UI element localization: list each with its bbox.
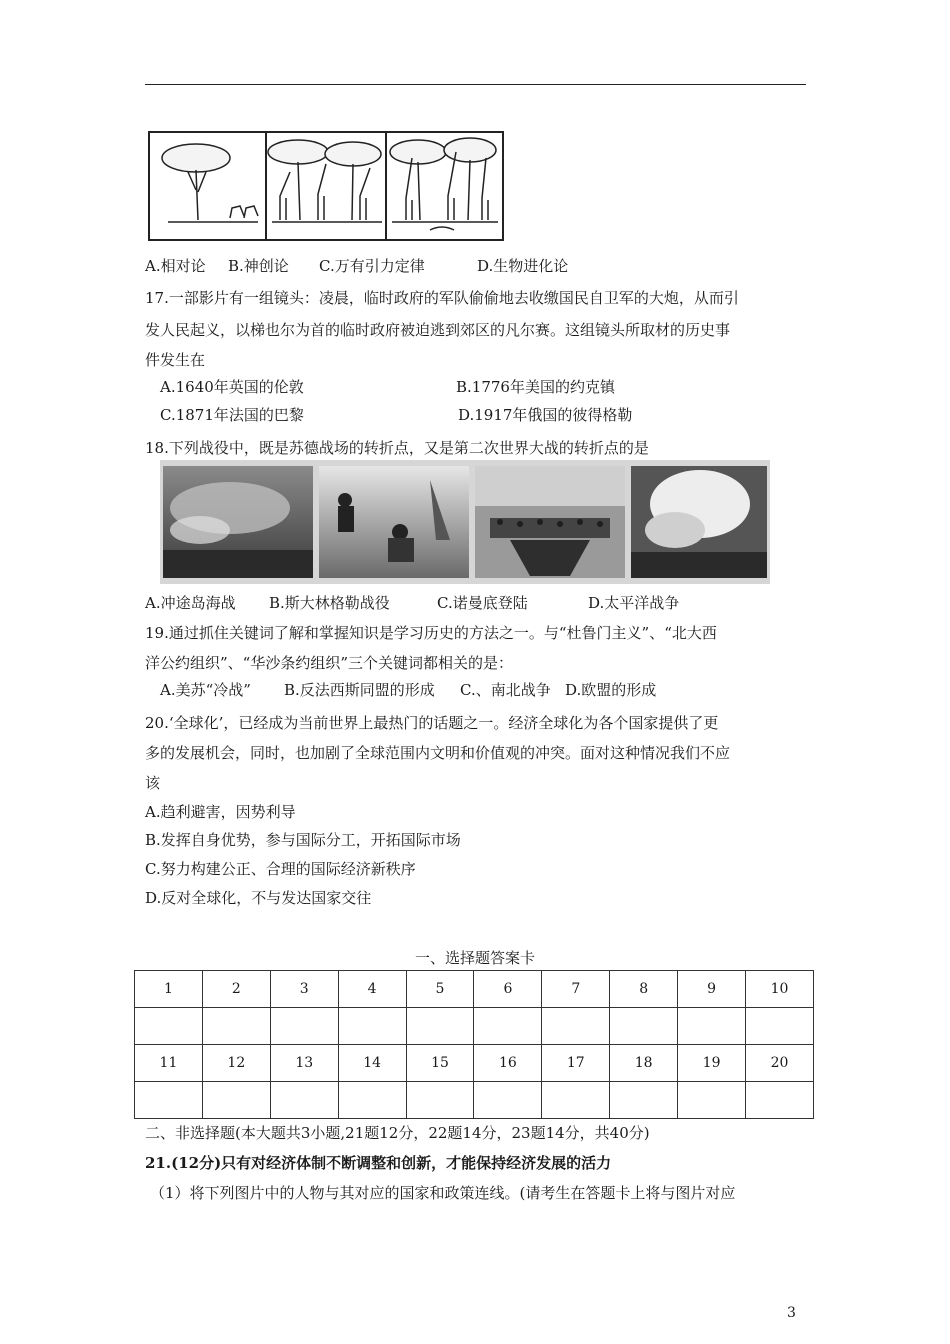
q19-line-1: 19.通过抓住关键词了解和掌握知识是学习历史的方法之一。与“杜鲁门主义”、“北大西	[145, 624, 717, 642]
q17-option-a[interactable]: A.1640年英国的伦敦	[160, 378, 304, 396]
q19-option-c[interactable]: C.、南北战争	[460, 681, 551, 699]
q16-option-b[interactable]: B.神创论	[228, 257, 289, 275]
answer-number: 6	[474, 971, 542, 1008]
evolution-illustration	[148, 130, 504, 242]
answer-cell[interactable]	[746, 1082, 814, 1119]
answer-cell[interactable]	[270, 1008, 338, 1045]
q17-option-d[interactable]: D.1917年俄国的彼得格勒	[458, 406, 633, 424]
answer-cell[interactable]	[678, 1008, 746, 1045]
q20-option-a[interactable]: A.趋利避害，因势利导	[145, 803, 296, 821]
q19-option-b[interactable]: B.反法西斯同盟的形成	[284, 681, 435, 699]
answer-number: 12	[202, 1045, 270, 1082]
q21-title: 21.(12分)只有对经济体制不断调整和创新，才能保持经济发展的活力	[145, 1154, 612, 1172]
answer-number: 20	[746, 1045, 814, 1082]
answer-number: 8	[610, 971, 678, 1008]
answer-cell[interactable]	[474, 1008, 542, 1045]
battle-photos	[160, 460, 770, 584]
q16-option-a[interactable]: A.相对论	[145, 257, 206, 275]
answer-card-title: 一、选择题答案卡	[414, 949, 535, 967]
answer-number: 17	[542, 1045, 610, 1082]
section-2-header: 二、非选择题(本大题共3小题,21题12分，22题14分，23题14分，共40分)	[145, 1124, 650, 1142]
answer-number: 16	[474, 1045, 542, 1082]
q20-line-3: 该	[145, 774, 161, 792]
q20-option-b[interactable]: B.发挥自身优势，参与国际分工，开拓国际市场	[145, 831, 461, 849]
answer-number: 2	[202, 971, 270, 1008]
answer-number: 10	[746, 971, 814, 1008]
answer-number: 18	[610, 1045, 678, 1082]
answer-cell[interactable]	[135, 1082, 203, 1119]
answer-cell[interactable]	[746, 1008, 814, 1045]
header-rule	[145, 84, 806, 85]
q18-question: 18.下列战役中，既是苏德战场的转折点，又是第二次世界大战的转折点的是	[145, 439, 649, 457]
q19-line-2: 洋公约组织”、“华沙条约组织”三个关键词都相关的是：	[145, 654, 514, 672]
answer-number: 13	[270, 1045, 338, 1082]
answer-card-table	[134, 970, 814, 1119]
answer-row-numbers-1	[135, 971, 814, 1008]
answer-number: 19	[678, 1045, 746, 1082]
q17-line-2: 发人民起义，以梯也尔为首的临时政府被迫逃到郊区的凡尔赛。这组镜头所取材的历史事	[145, 321, 731, 339]
answer-number: 15	[406, 1045, 474, 1082]
answer-cell[interactable]	[678, 1082, 746, 1119]
photo-pacific	[631, 466, 767, 578]
q17-line-1: 17.一部影片有一组镜头：凌晨，临时政府的军队偷偷地去收缴国民自卫军的大炮，从而引	[145, 289, 739, 307]
answer-cell[interactable]	[542, 1008, 610, 1045]
answer-cell[interactable]	[406, 1008, 474, 1045]
q16-option-c[interactable]: C.万有引力定律	[319, 257, 425, 275]
q18-option-c[interactable]: C.诺曼底登陆	[437, 594, 528, 612]
answer-row-blanks-1	[135, 1008, 814, 1045]
answer-cell[interactable]	[270, 1082, 338, 1119]
answer-number: 4	[338, 971, 406, 1008]
q18-option-b[interactable]: B.斯大林格勒战役	[269, 594, 390, 612]
answer-cell[interactable]	[338, 1082, 406, 1119]
q21-subquestion-1: （1）将下列图片中的人物与其对应的国家和政策连线。(请考生在答题卡上将与图片对应	[150, 1184, 736, 1202]
answer-row-numbers-2	[135, 1045, 814, 1082]
answer-number: 5	[406, 971, 474, 1008]
q18-option-d[interactable]: D.太平洋战争	[588, 594, 680, 612]
q19-option-d[interactable]: D.欧盟的形成	[565, 681, 657, 699]
answer-cell[interactable]	[610, 1082, 678, 1119]
q20-option-d[interactable]: D.反对全球化，不与发达国家交往	[145, 889, 372, 907]
q17-option-c[interactable]: C.1871年法国的巴黎	[160, 406, 304, 424]
answer-cell[interactable]	[135, 1008, 203, 1045]
answer-cell[interactable]	[406, 1082, 474, 1119]
answer-number: 3	[270, 971, 338, 1008]
q19-option-a[interactable]: A.美苏“冷战”	[160, 681, 251, 699]
answer-number: 9	[678, 971, 746, 1008]
answer-cell[interactable]	[542, 1082, 610, 1119]
photo-normandy	[475, 466, 625, 578]
answer-number: 7	[542, 971, 610, 1008]
q18-option-a[interactable]: A.冲途岛海战	[145, 594, 236, 612]
q20-line-1: 20.‘全球化’，已经成为当前世界上最热门的话题之一。经济全球化为各个国家提供了更	[145, 714, 719, 732]
page-number: 3	[787, 1305, 796, 1321]
photo-midway	[163, 466, 313, 578]
answer-cell[interactable]	[338, 1008, 406, 1045]
answer-cell[interactable]	[202, 1082, 270, 1119]
answer-cell[interactable]	[610, 1008, 678, 1045]
q20-option-c[interactable]: C.努力构建公正、合理的国际经济新秩序	[145, 860, 416, 878]
q20-line-2: 多的发展机会，同时，也加剧了全球范围内文明和价值观的冲突。面对这种情况我们不应	[145, 744, 731, 762]
q17-option-b[interactable]: B.1776年美国的约克镇	[456, 378, 615, 396]
answer-number: 11	[135, 1045, 203, 1082]
answer-cell[interactable]	[474, 1082, 542, 1119]
answer-number: 14	[338, 1045, 406, 1082]
q16-option-d[interactable]: D.生物进化论	[477, 257, 569, 275]
answer-row-blanks-2	[135, 1082, 814, 1119]
photo-stalingrad	[319, 466, 469, 578]
q17-line-3: 件发生在	[145, 351, 206, 369]
answer-number: 1	[135, 971, 203, 1008]
answer-cell[interactable]	[202, 1008, 270, 1045]
